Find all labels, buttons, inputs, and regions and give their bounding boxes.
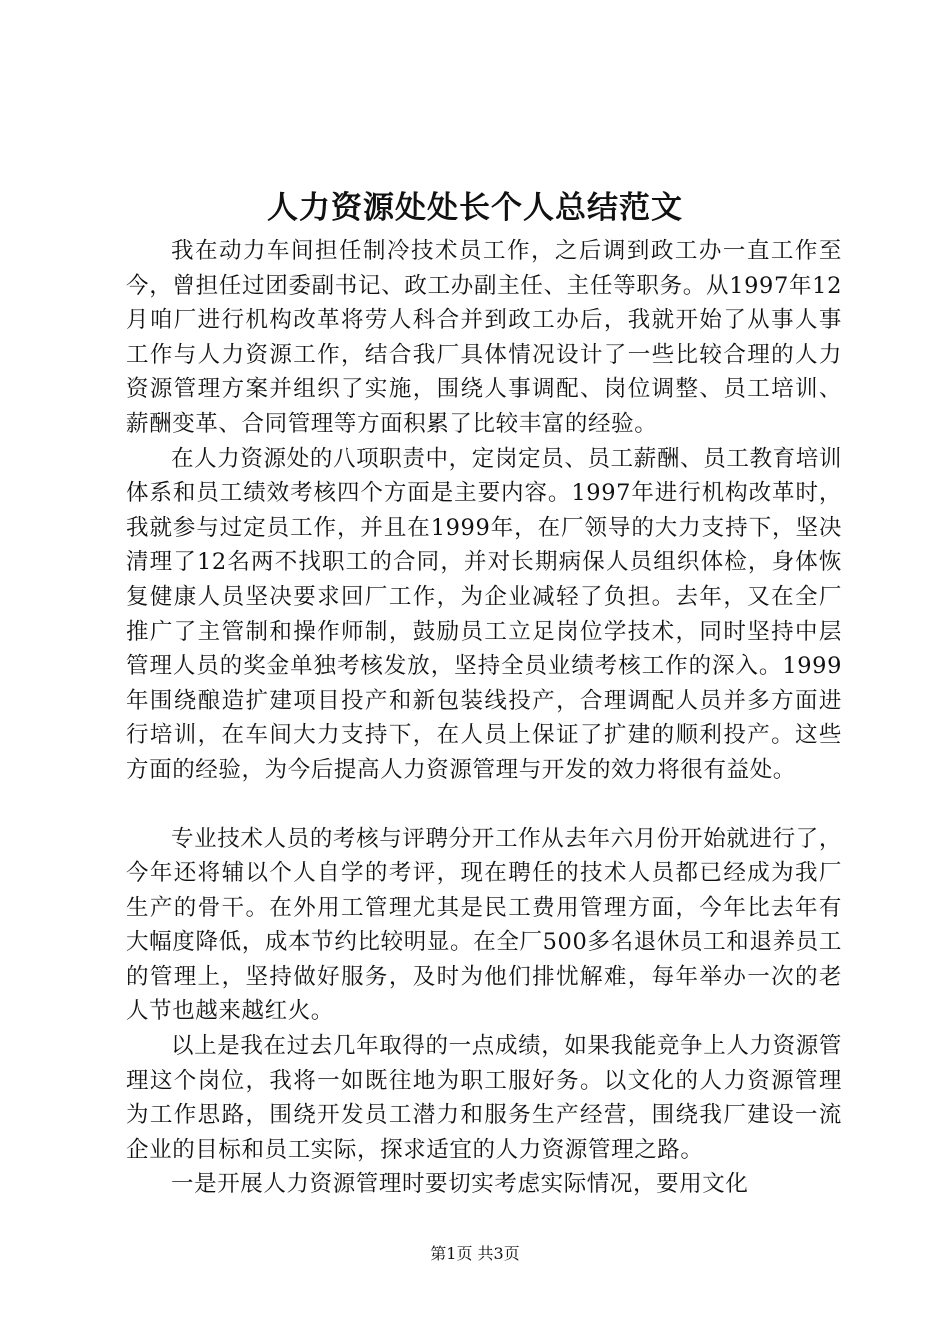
paragraph-1: 我在动力车间担任制冷技术员工作，之后调到政工办一直工作至今，曾担任过团委副书记、政工办副主任、主任等职务。从1997年12月咱厂进行机构改革将劳人科合并到政工办后，我就开始了从事人事工作与人力资源工作，结合我厂具体情况设计了一些比较合理的人力资源管理方案并组织了实施，围绕人事调配、岗位调整、员工培训、薪酬变革、合同管理等方面积累了比较丰富的经验。 <box>126 238 842 437</box>
page-footer: 第1页 共3页 <box>430 1244 520 1263</box>
paragraph-3: 专业技术人员的考核与评聘分开工作从去年六月份开始就进行了，今年还将辅以个人自学的考评，现在聘任的技术人员都已经成为我厂生产的骨干。在外用工管理尤其是民工费用管理方面，今年比去年有大幅度降低，成本节约比较明显。在全厂500多名退休员工和退养员工的管理上，坚持做好服务，及时为他们排忧解难，每年举办一次的老人节也越来越红火。 <box>126 825 842 1025</box>
paragraph-5: 一是开展人力资源管理时要切实考虑实际情况，要用文化 <box>171 1171 749 1198</box>
document-title: 人力资源处处长个人总结范文 <box>267 190 683 226</box>
paragraph-4: 以上是我在过去几年取得的一点成绩，如果我能竞争上人力资源管理这个岗位，我将一如既往地为职工服好务。以文化的人力资源管理为工作思路，围绕开发员工潜力和服务生产经营，围绕我厂建设一流企业的目标和员工实际，探求适宜的人力资源管理之路。 <box>126 1033 842 1163</box>
paragraph-2: 在人力资源处的八项职责中，定岗定员、员工薪酬、员工教育培训体系和员工绩效考核四个方面是主要内容。1997年进行机构改革时，我就参与过定员工作，并且在1999年，在厂领导的大力支持下，坚决清理了12名两不找职工的合同，并对长期病保人员组织体检，身体恢复健康人员坚决要求回厂工作，为企业减轻了负担。去年，又在全厂推广了主管制和操作师制，鼓励员工立足岗位学技术，同时坚持中层管理人员的奖金单独考核发放，坚持全员业绩考核工作的深入。1999年围绕酿造扩建项目投产和新包装线投产，合理调配人员并多方面进行培训，在车间大力支持下，在人员上保证了扩建的顺利投产。这些方面的经验，为今后提高人力资源管理与开发的效力将很有益处。 <box>126 445 842 783</box>
document-body <box>126 234 842 1202</box>
